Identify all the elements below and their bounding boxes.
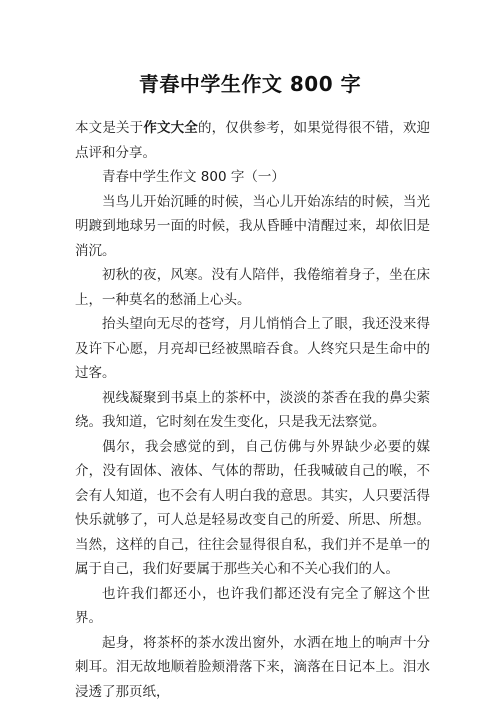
essay-paragraph: 抬头望向无尽的苍穹，月儿悄悄合上了眼，我还没来得及许下心愿，月亮却已经被黑暗吞食。人终究只是生命中的过客。 — [75, 316, 430, 381]
essay-subtitle: 青春中学生作文 800 字（一） — [102, 169, 285, 185]
document-title: 青春中学生作文 800 字 — [138, 72, 362, 96]
essay-paragraph: 也许我们都还小，也许我们都还没有完全了解这个世界。 — [75, 585, 430, 626]
intro-suffix: 的，仅供参考，如果觉得很不错，欢迎点评和分享。 — [75, 120, 431, 161]
essay-paragraph: 偶尔，我会感觉的到，自己仿佛与外界缺少必要的媒介，没有固体、液体、气体的帮助，任我喊破自己的喉，不会有人知道，也不会有人明白我的意思。其实，人只要活得快乐就够了，可人总是轻易改变自己的所爱、所思、所想。当然，这样的自己，往往会显得很自私，我们并不是单一的属于自己，我们好要属于那些关心和不关心我们的人。 — [75, 438, 430, 577]
essay-paragraph: 视线凝聚到书桌上的茶杯中，淡淡的茶香在我的鼻尖萦绕。我知道，它时刻在发生变化，只是我无法察觉。 — [75, 389, 430, 430]
essay-paragraph: 当鸟儿开始沉睡的时候，当心儿开始冻结的时候，当光明踱到地球另一面的时候，我从昏睡中清醒过来，却依旧是消沉。 — [75, 193, 430, 259]
essay-paragraph: 初秋的夜，风寒。没有人陪伴，我倦缩着身子，坐在床上，一种莫名的愁涌上心头。 — [75, 267, 430, 308]
intro-bold-keyword: 作文大全 — [143, 120, 198, 136]
intro-paragraph — [75, 116, 430, 165]
intro-prefix: 本文是关于 — [75, 120, 144, 136]
essay-paragraph: 起身，将茶杯的茶水泼出窗外，水洒在地上的响声十分刺耳。泪无故地顺着脸颊滑落下来，滴落在日记本上。泪水浸透了那页纸， — [75, 634, 430, 700]
document-body — [75, 116, 430, 704]
